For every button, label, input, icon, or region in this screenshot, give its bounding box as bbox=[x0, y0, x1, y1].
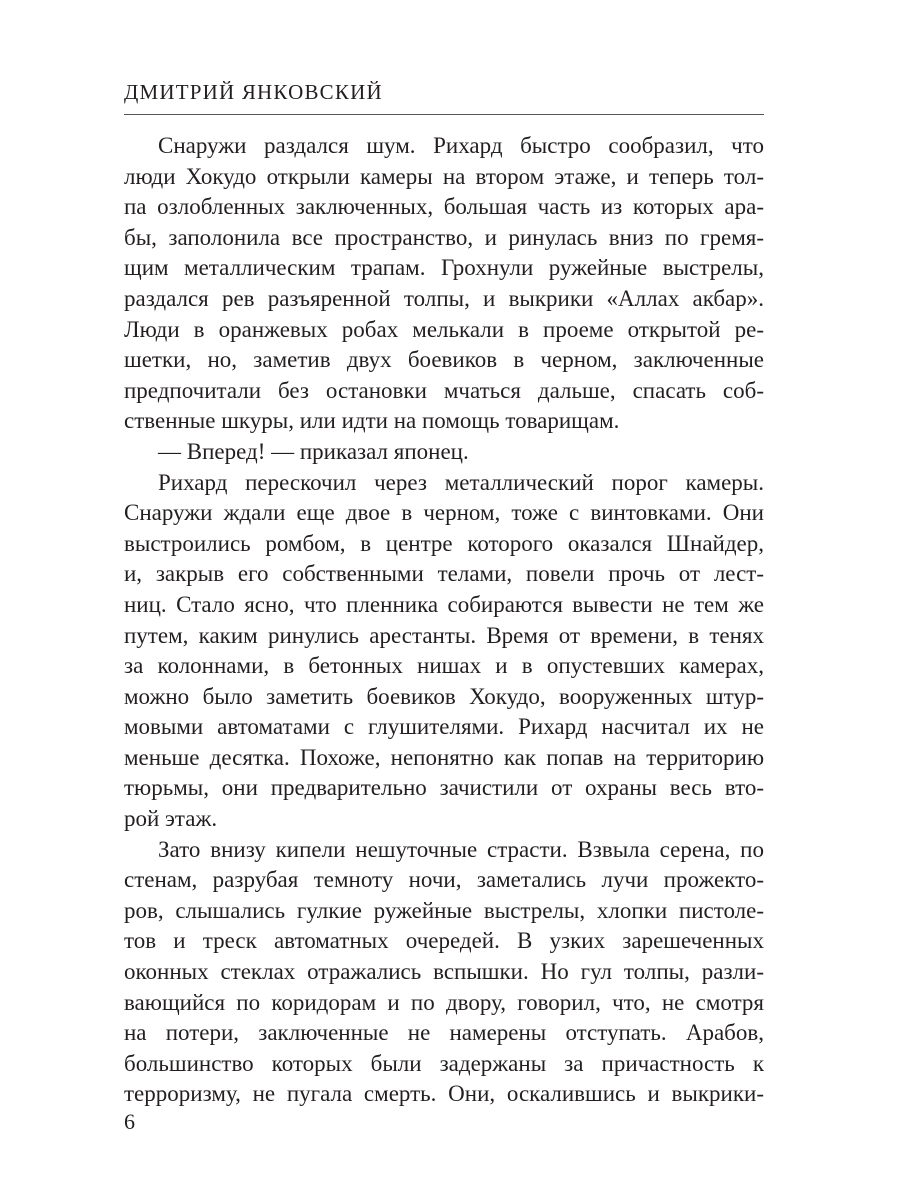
text-line: оконных стеклах отражались вспышки. Но гул толпы, разли- bbox=[124, 959, 764, 985]
text-line: ниц. Стало ясно, что пленника собираются вывести не тем же bbox=[124, 591, 764, 617]
text-line: предпочитали без остановки мчаться дальше, спасать соб- bbox=[124, 377, 764, 403]
text-line: меньше десятка. Похоже, непонятно как попав на территорию bbox=[124, 744, 764, 770]
text-line: шетки, но, заметив двух боевиков в черном, заключенные bbox=[124, 347, 764, 373]
text-line: — Вперед! — приказал японец. bbox=[158, 438, 469, 464]
text-line: рой этаж. bbox=[124, 806, 218, 832]
text-line: на потери, заключенные не намерены отступать. Арабов, bbox=[124, 1020, 764, 1046]
text-line: щим металлическим трапам. Грохнули ружейные выстрелы, bbox=[124, 255, 764, 281]
text-line: бы, заполонила все пространство, и ринулась вниз по гремя- bbox=[124, 224, 764, 250]
text-line: и, закрыв его собственными телами, повели прочь от лест- bbox=[124, 561, 764, 587]
text-line: вающийся по коридорам и по двору, говорил, что, не смотря bbox=[124, 989, 764, 1015]
text-line: Зато внизу кипели нешуточные страсти. Взвыла серена, по bbox=[158, 836, 764, 862]
text-line: ственные шкуры, или идти на помощь товарищам. bbox=[124, 408, 620, 434]
text-line: Люди в оранжевых робах мелькали в проеме открытой ре- bbox=[124, 316, 764, 342]
page-header bbox=[124, 78, 764, 115]
text-line: ров, слышались гулкие ружейные выстрелы, хлопки пистоле- bbox=[124, 897, 764, 923]
text-line: Снаружи раздался шум. Рихард быстро сообразил, что bbox=[158, 133, 764, 158]
text-line: Снаружи ждали еще двое в черном, тоже с винтовками. Они bbox=[124, 500, 764, 526]
text-line: люди Хокудо открыли камеры на втором этаже, и теперь тол- bbox=[124, 163, 764, 189]
text-line: раздался рев разъяренной толпы, и выкрики «Аллах акбар». bbox=[124, 285, 764, 311]
text-line: Рихард перескочил через металлический порог камеры. bbox=[158, 469, 764, 495]
text-line: можно было заметить боевиков Хокудо, вооруженных штур- bbox=[124, 683, 764, 709]
text-line: тюрьмы, они предварительно зачистили от охраны весь вто- bbox=[124, 775, 764, 801]
text-line: выстроились ромбом, в центре которого оказался Шнайдер, bbox=[124, 530, 764, 556]
text-line: па озлобленных заключенных, большая часть из которых ара- bbox=[124, 194, 764, 220]
page-number: 6 bbox=[124, 1109, 135, 1134]
text-line: тов и треск автоматных очередей. В узких зарешеченных bbox=[124, 928, 764, 954]
text-line: путем, каким ринулись арестанты. Время от времени, в тенях bbox=[124, 622, 764, 648]
body-text bbox=[124, 131, 764, 1110]
header-divider bbox=[124, 114, 764, 115]
text-line: мовыми автоматами с глушителями. Рихард насчитал их не bbox=[124, 714, 764, 740]
text-line: за колоннами, в бетонных нишах и в опустевших камерах, bbox=[124, 653, 764, 679]
text-line: терроризму, не пугала смерть. Они, оскалившись и выкрики- bbox=[124, 1081, 764, 1107]
text-line: стенам, разрубая темноту ночи, заметались лучи прожекто- bbox=[124, 867, 764, 893]
text-line: большинство которых были задержаны за причастность к bbox=[124, 1050, 764, 1076]
running-head-author: ДМИТРИЙ ЯНКОВСКИЙ bbox=[124, 80, 383, 104]
